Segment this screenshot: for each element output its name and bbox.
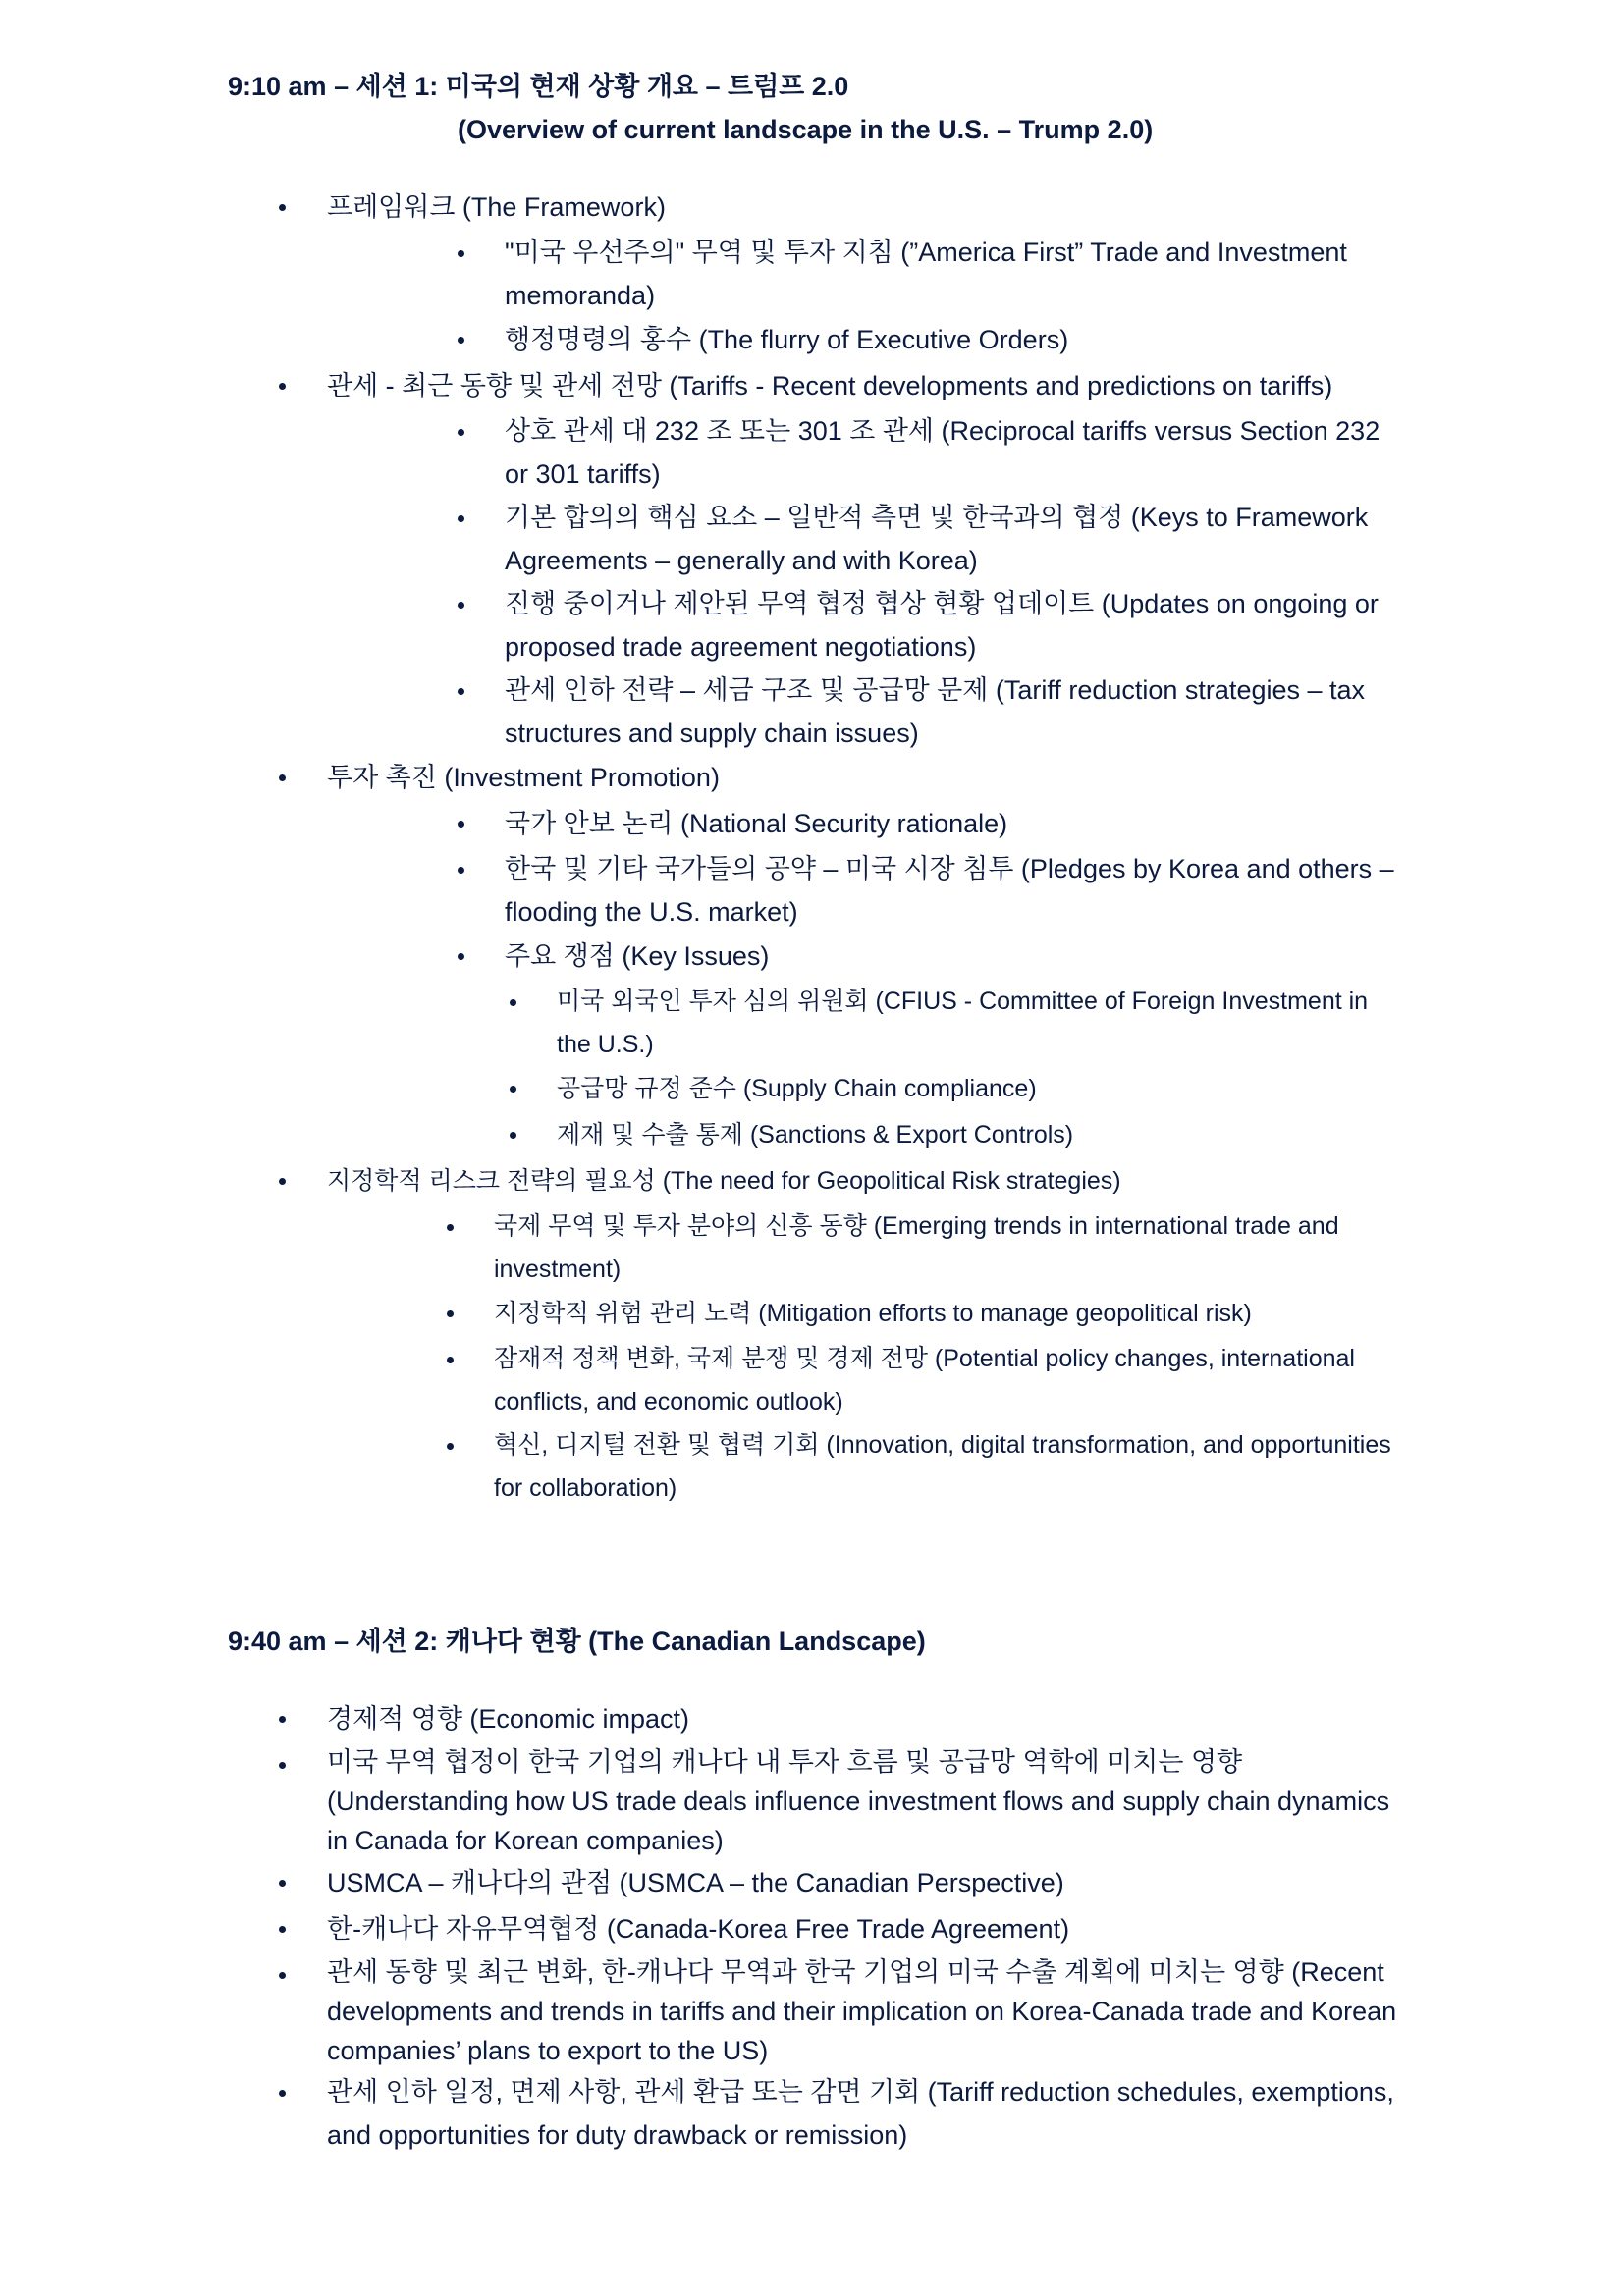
subtopic-item: 관세 인하 전략 – 세금 구조 및 공급망 문제 (Tariff reduction strategies – tax structures and supply chain issues) bbox=[327, 668, 1406, 755]
key-issue-item: 제재 및 수출 통제 (Sanctions & Export Controls) bbox=[327, 1112, 1406, 1158]
session-2-heading: 9:40 am – 세션 2: 캐나다 현황 (The Canadian Landscape) bbox=[228, 1627, 926, 1656]
topic-label: 관세 - 최근 동향 및 관세 전망 (Tariffs - Recent developments and predictions on tariffs) bbox=[327, 371, 1333, 400]
topic-item: USMCA – 캐나다의 관점 (USMCA – the Canadian Perspective) bbox=[228, 1860, 1406, 1906]
subtopic-item: 잠재적 정책 변화, 국제 분쟁 및 경제 전망 (Potential policy changes, international conflicts, and economic outlook) bbox=[327, 1337, 1406, 1423]
subtopic-list bbox=[327, 801, 1406, 980]
subtopic-item: 주요 쟁점 (Key Issues) bbox=[327, 934, 1406, 980]
key-issues-list bbox=[327, 980, 1406, 1158]
subtopic-item: 지정학적 위험 관리 노력 (Mitigation efforts to manage geopolitical risk) bbox=[327, 1291, 1406, 1337]
key-issue-item: 미국 외국인 투자 심의 위원회 (CFIUS - Committee of Foreign Investment in the U.S.) bbox=[327, 980, 1406, 1066]
topic-item: 관세 인하 일정, 면제 사항, 관세 환급 또는 감면 기회 (Tariff reduction schedules, exemptions, and opportunities for duty drawback or remission) bbox=[228, 2070, 1406, 2157]
subtopic-item: 행정명령의 홍수 (The flurry of Executive Orders) bbox=[327, 317, 1406, 363]
subtopic-list bbox=[327, 1204, 1406, 1510]
subtopic-item: 국가 안보 논리 (National Security rationale) bbox=[327, 801, 1406, 847]
topic-item: 관세 동향 및 최근 변화, 한-캐나다 무역과 한국 기업의 미국 수출 계획에 미치는 영향 (Recent developments and trends in tariffs and their implication on Korea-Canada trade and Korean companies’ plans to export to the US) bbox=[228, 1952, 1406, 2070]
subtopic-item: "미국 우선주의" 무역 및 투자 지침 (”America First” Trade and Investment memoranda) bbox=[327, 231, 1406, 317]
topic-tariffs bbox=[228, 363, 1406, 755]
subtopic-item: 혁신, 디지털 전환 및 협력 기회 (Innovation, digital transformation, and opportunities for collaboration) bbox=[327, 1423, 1406, 1510]
topic-label: 지정학적 리스크 전략의 필요성 (The need for Geopolitical Risk strategies) bbox=[327, 1167, 1121, 1195]
subtopic-list bbox=[327, 231, 1406, 363]
session-1-subheading: (Overview of current landscape in the U.S. – Trump 2.0) bbox=[458, 115, 1154, 144]
subtopic-item: 진행 중이거나 제안된 무역 협정 협상 현황 업데이트 (Updates on ongoing or proposed trade agreement negotiations) bbox=[327, 582, 1406, 668]
topic-label: 투자 촉진 (Investment Promotion) bbox=[327, 763, 720, 792]
topic-item: 한-캐나다 자유무역협정 (Canada-Korea Free Trade Agreement) bbox=[228, 1906, 1406, 1952]
topic-framework bbox=[228, 185, 1406, 363]
topic-item: 미국 무역 협정이 한국 기업의 캐나다 내 투자 흐름 및 공급망 역학에 미치는 영향 (Understanding how US trade deals influence investment flows and supply chain dynamics in Canada for Korean companies) bbox=[228, 1742, 1406, 1860]
subtopic-item: 상호 관세 대 232 조 또는 301 조 관세 (Reciprocal tariffs versus Section 232 or 301 tariffs) bbox=[327, 409, 1406, 496]
key-issue-item: 공급망 규정 준수 (Supply Chain compliance) bbox=[327, 1066, 1406, 1112]
subtopic-list bbox=[327, 409, 1406, 755]
subtopic-item: 국제 무역 및 투자 분야의 신흥 동향 (Emerging trends in international trade and investment) bbox=[327, 1204, 1406, 1291]
subtopic-item: 한국 및 기타 국가들의 공약 – 미국 시장 침투 (Pledges by Korea and others – flooding the U.S. market) bbox=[327, 847, 1406, 934]
session-1 bbox=[228, 67, 1406, 1510]
topic-label: 프레임워크 (The Framework) bbox=[327, 192, 666, 222]
session-2-topic-list bbox=[228, 1696, 1406, 2157]
session-1-heading: 9:10 am – 세션 1: 미국의 현재 상황 개요 – 트럼프 2.0 bbox=[228, 72, 849, 101]
subtopic-item: 기본 합의의 핵심 요소 – 일반적 측면 및 한국과의 협정 (Keys to Framework Agreements – generally and with Korea) bbox=[327, 496, 1406, 582]
topic-investment bbox=[228, 755, 1406, 1158]
session-2 bbox=[228, 1622, 1406, 2157]
session-1-topic-list bbox=[228, 185, 1406, 1510]
topic-item: 경제적 영향 (Economic impact) bbox=[228, 1696, 1406, 1742]
topic-geopolitical bbox=[228, 1158, 1406, 1510]
